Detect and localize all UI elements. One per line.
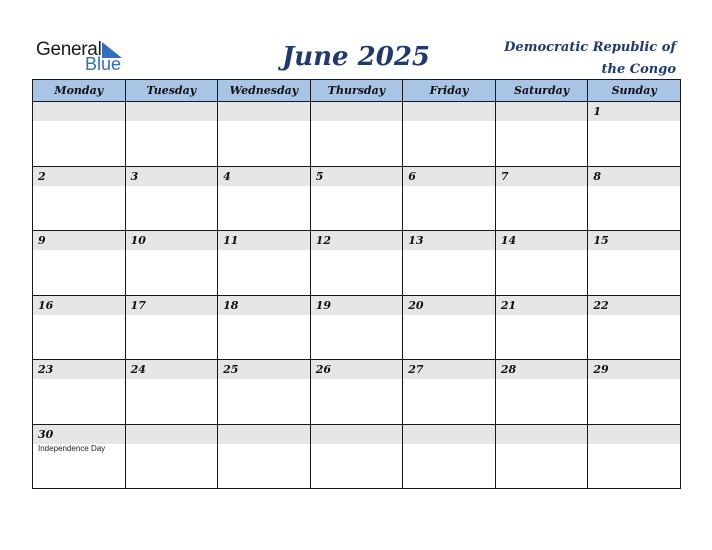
day-number: 29 [593, 363, 609, 376]
day-cell [310, 166, 403, 231]
day-cell [310, 295, 403, 360]
country-line-2: the Congo [601, 62, 676, 77]
day-number-band [496, 102, 588, 121]
day-number: 9 [38, 234, 46, 247]
day-number: 7 [500, 169, 509, 183]
day-number-band [218, 167, 310, 186]
day-number-band [126, 425, 218, 444]
day-cell [310, 102, 403, 167]
day-number: 28 [500, 363, 517, 376]
day-cell [33, 231, 126, 296]
day-cell [495, 166, 588, 231]
day-cell [33, 166, 126, 231]
day-number-band [33, 231, 125, 250]
day-number: 20 [408, 298, 424, 312]
day-cell [495, 231, 588, 296]
weekday-header: Wednesday [218, 80, 311, 102]
day-number: 2 [38, 169, 46, 183]
day-number: 5 [315, 169, 324, 183]
day-cell [588, 166, 681, 231]
day-number: 17 [130, 298, 146, 312]
week-row [33, 424, 681, 489]
day-number-band [403, 167, 495, 186]
day-number-band [311, 425, 403, 444]
day-number: 1 [593, 105, 602, 118]
day-cell [403, 295, 496, 360]
day-cell [218, 295, 311, 360]
day-cell [218, 166, 311, 231]
day-number-band [218, 102, 310, 121]
day-cell [495, 424, 588, 489]
day-number: 24 [130, 363, 146, 376]
day-number: 14 [500, 234, 517, 247]
day-cell [218, 424, 311, 489]
day-cell [403, 231, 496, 296]
day-cell [588, 102, 681, 167]
weekday-header: Monday [33, 80, 126, 102]
day-cell [495, 360, 588, 425]
day-number: 8 [593, 169, 602, 183]
weekday-header: Saturday [495, 80, 588, 102]
day-number: 13 [408, 234, 424, 247]
day-cell [588, 360, 681, 425]
day-number-band [218, 425, 310, 444]
day-number-band [588, 425, 680, 444]
day-cell [403, 166, 496, 231]
weekday-header: Thursday [310, 80, 403, 102]
day-number-band [496, 167, 588, 186]
day-number: 26 [315, 363, 331, 376]
day-cell [310, 424, 403, 489]
day-number: 30 [38, 427, 54, 441]
day-number-band [33, 102, 125, 121]
day-number-band [588, 102, 680, 121]
day-cell [403, 360, 496, 425]
day-cell [403, 424, 496, 489]
day-number: 18 [223, 298, 239, 312]
day-number-band [33, 167, 125, 186]
day-cell [588, 424, 681, 489]
week-row [33, 166, 681, 231]
day-number-band [403, 102, 495, 121]
day-number: 15 [593, 234, 609, 247]
generalblue-logo [36, 40, 136, 74]
day-cell [218, 102, 311, 167]
logo-word-blue: Blue [85, 54, 122, 74]
day-cell [310, 360, 403, 425]
logo-word-general: General [36, 39, 102, 60]
day-cell [125, 231, 218, 296]
holiday-label: Independence Day [38, 443, 106, 453]
day-cell [125, 166, 218, 231]
day-number: 22 [593, 298, 609, 312]
week-row [33, 102, 681, 167]
day-number-band [588, 167, 680, 186]
week-row [33, 295, 681, 360]
day-number-band [403, 425, 495, 444]
day-cell [218, 231, 311, 296]
page-title: June 2025 [281, 42, 431, 72]
day-cell [218, 360, 311, 425]
day-number-band [126, 102, 218, 121]
day-number: 16 [38, 298, 54, 312]
day-number-band [126, 167, 218, 186]
day-number: 19 [315, 298, 331, 312]
week-row [33, 231, 681, 296]
country-line-1: Democratic Republic of [504, 40, 676, 55]
day-cell [403, 102, 496, 167]
weekday-header: Sunday [588, 80, 681, 102]
day-number: 4 [223, 169, 231, 183]
calendar-grid [32, 79, 681, 489]
day-cell [495, 295, 588, 360]
day-cell [310, 231, 403, 296]
day-number-band [496, 425, 588, 444]
day-cell [125, 295, 218, 360]
day-cell [125, 360, 218, 425]
day-cell [125, 424, 218, 489]
day-cell [495, 102, 588, 167]
day-number: 21 [500, 298, 517, 312]
day-number: 27 [408, 363, 424, 376]
country-name [476, 37, 676, 81]
weekday-header: Friday [403, 80, 496, 102]
day-number-band [311, 167, 403, 186]
weekday-header: Tuesday [125, 80, 218, 102]
day-cell [588, 231, 681, 296]
week-row [33, 360, 681, 425]
day-cell [33, 102, 126, 167]
day-number: 12 [315, 234, 331, 247]
day-number: 6 [408, 169, 416, 183]
day-number: 3 [130, 169, 139, 183]
day-number: 11 [223, 234, 239, 247]
day-cell [33, 295, 126, 360]
day-number: 23 [38, 363, 54, 376]
day-cell [588, 295, 681, 360]
day-cell [125, 102, 218, 167]
day-number: 10 [130, 234, 146, 247]
weekday-header-row [33, 80, 681, 102]
day-cell [33, 360, 126, 425]
day-cell [33, 424, 126, 489]
day-number-band [311, 102, 403, 121]
day-number: 25 [223, 363, 239, 376]
